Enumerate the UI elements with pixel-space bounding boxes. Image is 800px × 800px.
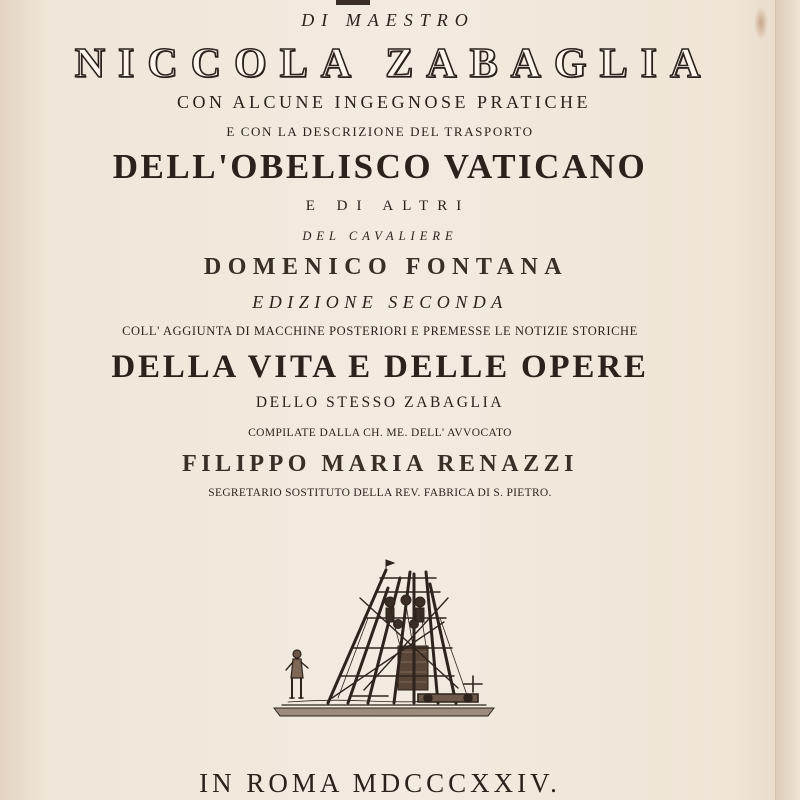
subtitle-descrizione: E CON LA DESCRIZIONE DEL TRASPORTO	[226, 124, 534, 139]
edition-line: EDIZIONE SECONDA	[252, 292, 508, 312]
editor-role: SEGRETARIO SOSTITUTO DELLA REV. FABRICA DI S. PIETRO.	[208, 487, 552, 499]
di-maestro-line: DI MAESTRO	[301, 10, 475, 30]
figure	[286, 650, 308, 698]
fontana-name: DOMENICO FONTANA	[203, 254, 569, 280]
author-name: NICCOLA ZABAGLIA	[74, 41, 714, 87]
vita-opere-title: DELLA VITA E DELLE OPERE	[111, 349, 649, 385]
scaffold-machine-engraving-icon	[268, 558, 500, 724]
editor-name: FILIPPO MARIA RENAZZI	[182, 451, 578, 477]
dello-stesso-line: DELLO STESSO ZABAGLIA	[255, 394, 505, 411]
aggiunta-line: COLL' AGGIUNTA DI MACCHINE POSTERIORI E PREMESSE LE NOTIZIE STORICHE	[122, 324, 638, 338]
obelisk-title: DELL'OBELISCO VATICANO	[112, 147, 648, 186]
imprint-line: IN ROMA MDCCCXXIV.	[199, 768, 561, 798]
compilate-line: COMPILATE DALLA CH. ME. DELL' AVVOCATO	[248, 427, 512, 439]
cropped-top-letter	[336, 0, 370, 5]
page-edge	[775, 0, 800, 800]
subtitle-pratiche: CON ALCUNE INGEGNOSE PRATICHE	[176, 92, 591, 112]
del-cavaliere-line: DEL CAVALIERE	[302, 229, 458, 243]
e-di-altri-line: E DI ALTRI	[305, 198, 471, 214]
